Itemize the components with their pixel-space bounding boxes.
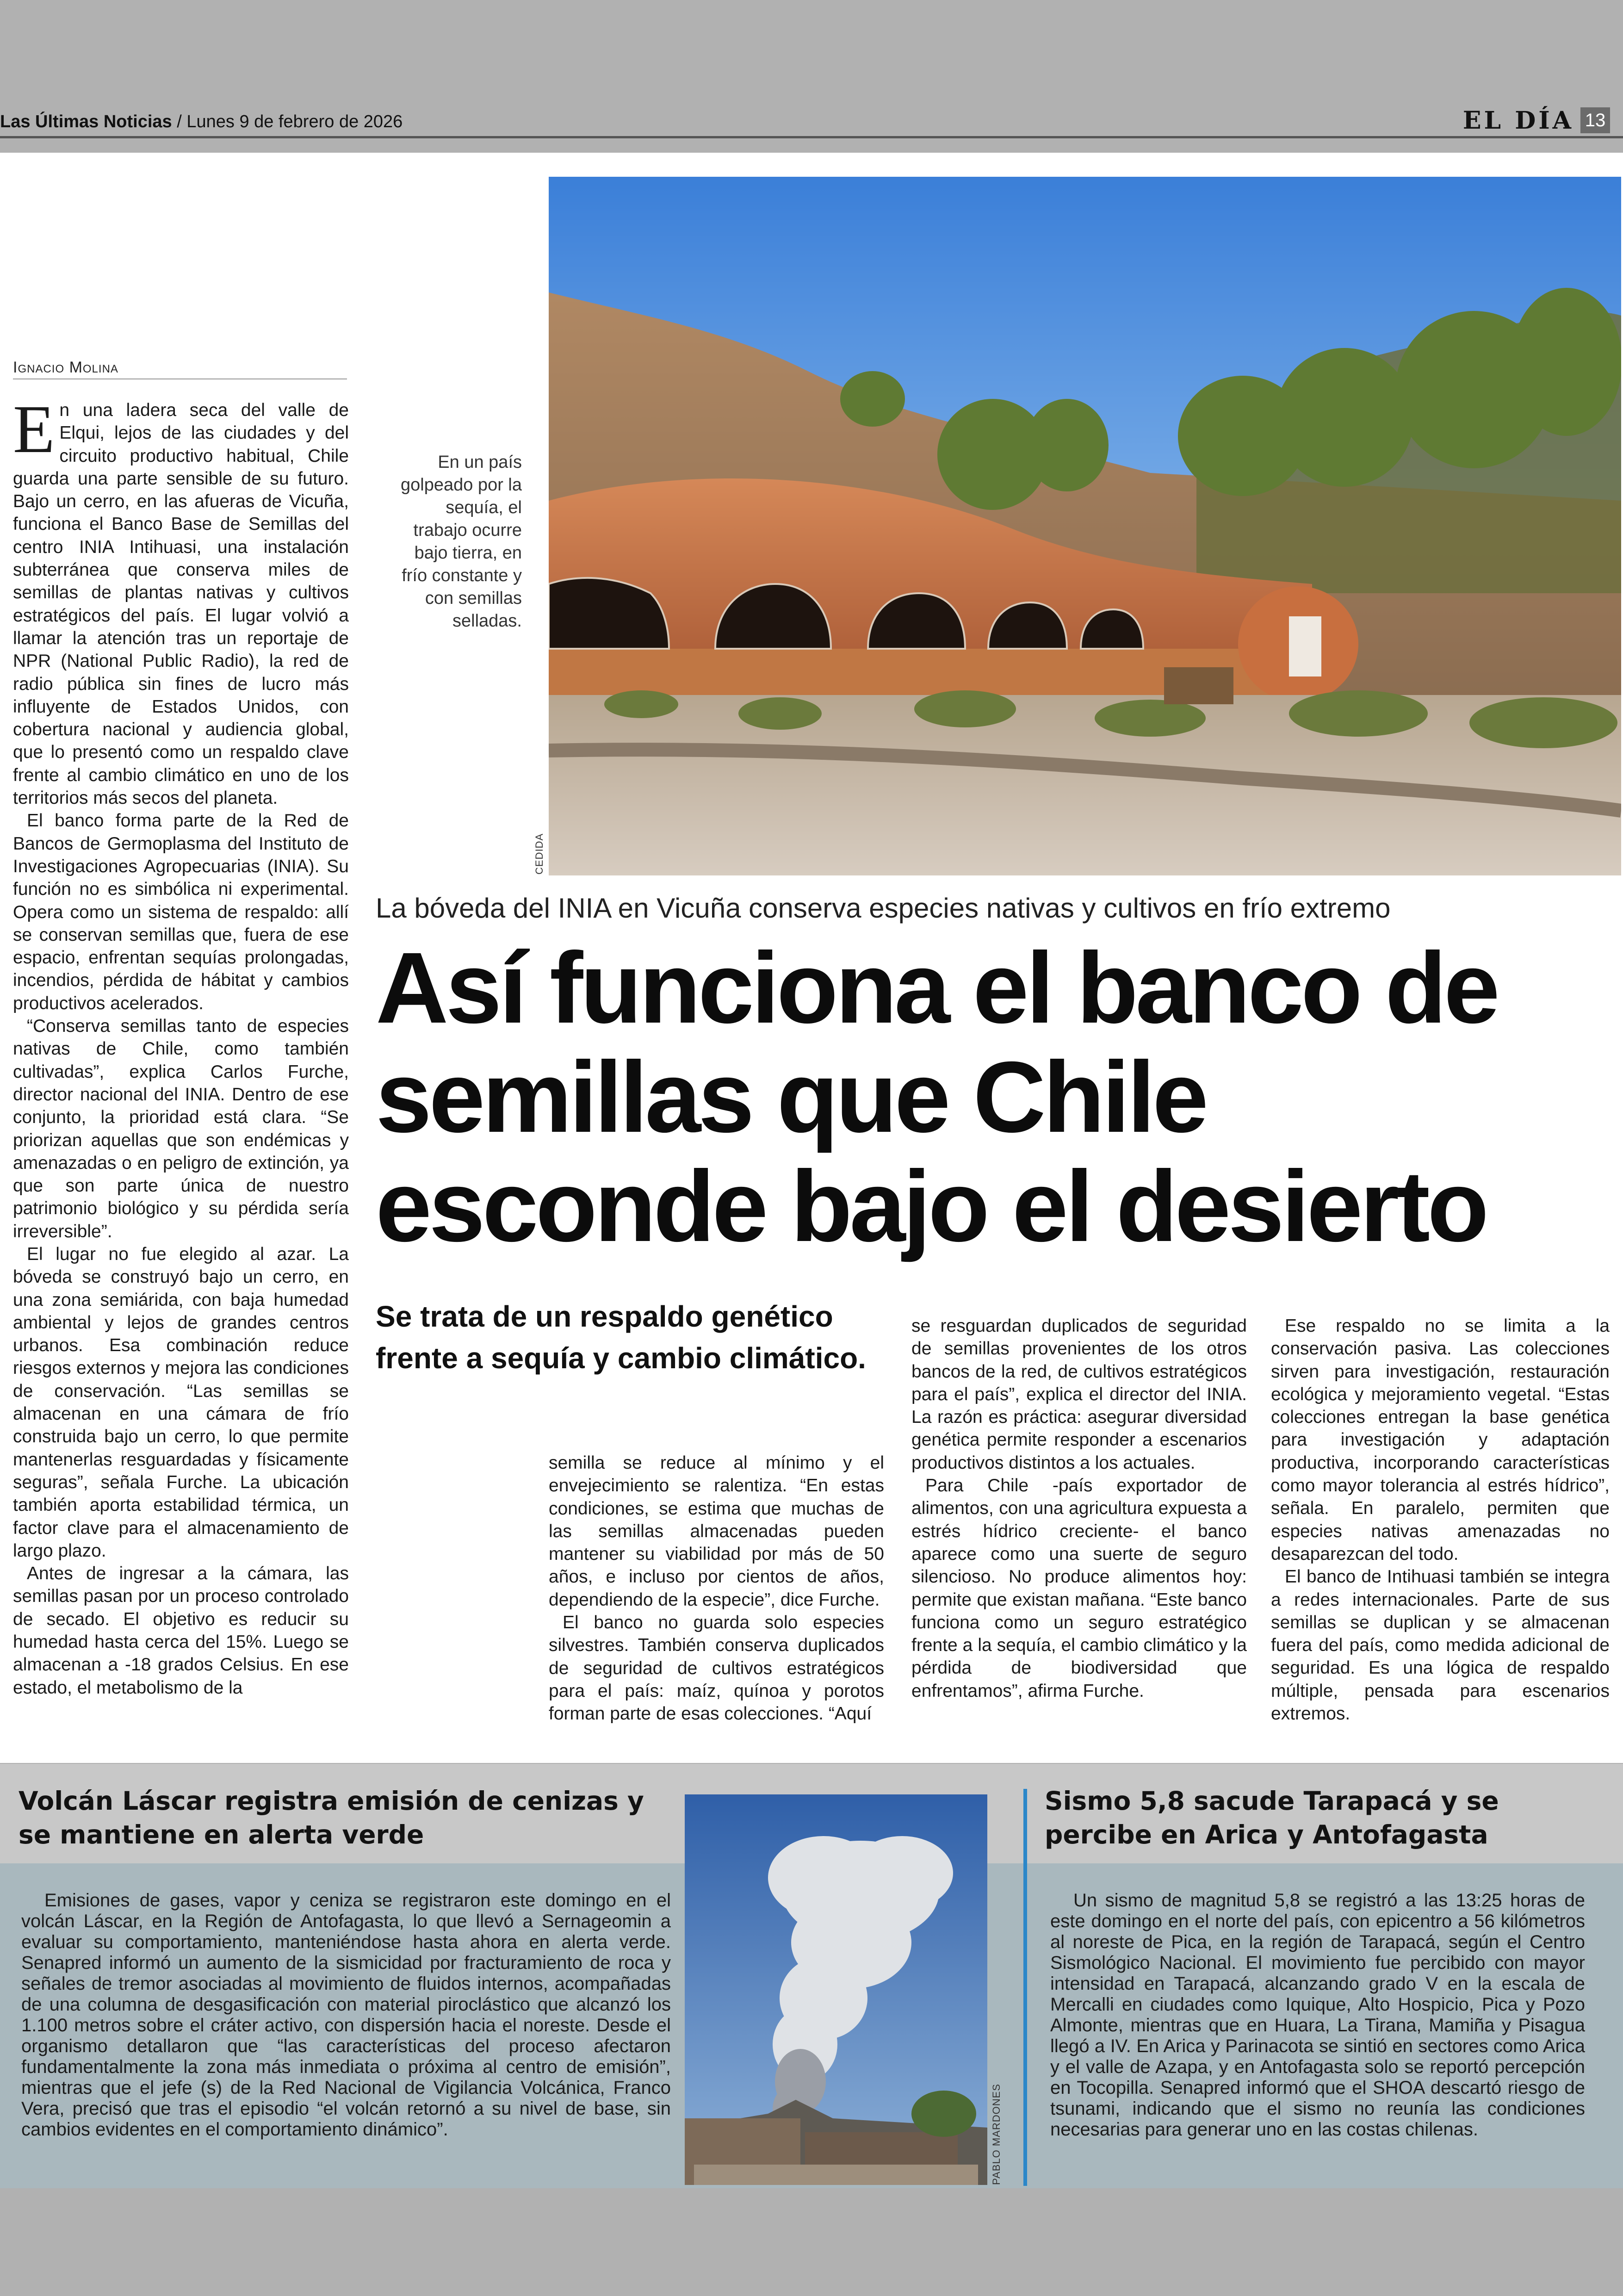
paragraph: El banco de Intihuasi también se integra a redes internacionales. Parte de sus semillas se duplican y se almacenan fuera del país, como medida adicional de seguridad. Es una lógica de respaldo múltiple, pensada para escenarios extremos. bbox=[1271, 1567, 1610, 1724]
paragraph: El banco forma parte de la Red de Bancos de Germoplasma del Instituto de Investigaciones Agropecuarias (INIA). Su función no es simbólica ni experimental. Opera como un sistema de respaldo: allí se conservan semillas que, fuera de ese espacio, enfrentan sequías prolongadas, incendios, pérdida de hábitat y cambios productivos acelerados. bbox=[13, 811, 349, 1013]
article-column-2 bbox=[549, 1452, 884, 1725]
volcano-illustration bbox=[685, 1794, 987, 2185]
volcano-photo bbox=[685, 1794, 987, 2185]
seed-bank-illustration bbox=[549, 177, 1621, 875]
brief-right-body bbox=[1050, 1890, 1585, 2140]
paragraph: Emisiones de gases, vapor y ceniza se registraron este domingo en el volcán Láscar, en la Región de Antofagasta, lo que llevó a Sernageomin a evaluar su comportamiento, manteniéndose hasta ahora en alerta verde. Senapred informó un aumento de la sismicidad por fracturamiento de roca y señales de tremor asociadas al movimiento de fluidos internos, acompañadas de una columna de desgasificación con material piroclástico que alcanzó los 1.100 metros sobre el cráter activo, con dispersión hacia el noreste. Desde el organismo detallaron que “las características del proceso afectaron fundamentalmente la zona más inmediata o próxima al centro de emisión”, mientras que el jefe (s) de la Red Nacional de Vigilancia Volcánica, Franco Vera, precisó que tras el episodio “el volcán retornó a su nivel de base, sin cambios evidentes en el comportamiento dinámico”. bbox=[21, 1890, 671, 2140]
paragraph: El lugar no fue elegido al azar. La bóveda se construyó bajo un cerro, en una zona semiárida, con baja humedad ambiental y lejos de grandes centros urbanos. Esa combinación reduce riesgos externos y mejora las condiciones de conservación. “Las semillas se almacenan en una cámara de frío construida bajo un cerro, lo que permite mantenerlas resguardadas y físicamente seguras”, señala Furche. La ubicación también aporta estabilidad térmica, un factor clave para el almacenamiento de largo plazo. bbox=[13, 1244, 349, 1561]
paragraph: Un sismo de magnitud 5,8 se registró a las 13:25 horas de este domingo en el norte del país, con epicentro a 56 kilómetros al noreste de Pica, en la región de Tarapacá, según el Centro Sismológico Nacional. El movimiento fue percibido con mayor intensidad en Tarapacá, alcanzando grado V en la escala de Mercalli en ciudades como Iquique, Alto Hospicio, Pica y Pozo Almonte, mientras que en Huara, La Tirana, Mamiña y Pisagua llegó a IV. En Arica y Parinacota se sintió en sectores como Arica y el valle de Azapa, y en Antofagasta solo se reportó percepción en Tocopilla. Senapred informó que el SHOA descartó riesgo de tsunami, indicando que el sismo no reunía las condiciones necesarias para generar uno en las costas chilenas. bbox=[1050, 1890, 1585, 2140]
brief-right-title: Sismo 5,8 sacude Tarapacá y se percibe en Arica y Antofagasta bbox=[1045, 1786, 1499, 1849]
paragraph: El banco no guarda solo especies silvestres. También conserva duplicados de seguridad de cultivos estratégicos para el país: maíz, quínoa y porotos forman parte de esas colecciones. “Aquí bbox=[549, 1613, 884, 1724]
article-column-3 bbox=[911, 1315, 1247, 1702]
publication-name: Las Últimas Noticias bbox=[0, 112, 172, 131]
paragraph: Ese respaldo no se limita a la conservación pasiva. Las colecciones sirven para investigación, restauración ecológica y mejoramiento vegetal. “Estas colecciones entregan la base genética para investigación y adaptación productiva, incorporando características como mayor tolerancia al estrés hídrico”, señala. En paralelo, permiten que especies nativas amenazadas no desaparezcan del todo. bbox=[1271, 1316, 1610, 1564]
brief-left-body bbox=[21, 1890, 671, 2140]
paragraph bbox=[13, 391, 349, 809]
brief-left-title: Volcán Láscar registra emisión de cenizas y se mantiene en alerta verde bbox=[19, 1786, 644, 1849]
brief-divider bbox=[1023, 1789, 1027, 2186]
paragraph: Antes de ingresar a la cámara, las semillas pasan por un proceso controlado de secado. El objetivo es reducir su humedad hasta cerca del 15%. Luego se almacenan a -18 grados Celsius. En ese estado, el metabolismo de la bbox=[13, 1564, 349, 1698]
article-column-1 bbox=[13, 391, 349, 1699]
dropcap: E bbox=[13, 391, 55, 467]
page-number: 13 bbox=[1580, 107, 1610, 133]
masthead-separator: / bbox=[172, 112, 187, 131]
paragraph-text: n una ladera seca del valle de Elqui, lejos de las ciudades y del circuito productivo habitual, Chile guarda una parte sensible de su futuro. Bajo un cerro, en las afueras de Vicuña, funciona el Banco Base de Semillas del centro INIA Intihuasi, una instalación subterránea que conserva miles de semillas de plantas nativas y cultivos estratégicos del país. El lugar volvió a llamar la atención tras un reportaje de NPR (National Public Radio), la red de radio pública sin fines de lucro más influyente de Estados Unidos, con cobertura nacional y audiencia global, que lo presentó como un respaldo clave frente al cambio climático en uno de los territorios más secos del planeta. bbox=[13, 400, 349, 808]
byline bbox=[13, 359, 347, 379]
section-name: EL DÍA bbox=[1462, 106, 1574, 135]
masthead bbox=[0, 106, 1623, 138]
publication-date: Lunes 9 de febrero de 2026 bbox=[186, 112, 403, 131]
paragraph: se resguardan duplicados de seguridad de semillas provenientes de los otros bancos de la red, de cultivos estratégicos para el país”, explica el director del INIA. La razón es práctica: asegurar diversidad genética permite responder a escenarios productivos distintos a los actuales. bbox=[911, 1316, 1247, 1473]
photo-credit: CEDIDA bbox=[533, 833, 545, 875]
paragraph: Para Chile -país exportador de alimentos, con una agricultura expuesta a estrés hídrico creciente- el banco aparece como una suerte de seguro silencioso. No produce alimentos hoy: permite que existan mañana. “Este banco funciona como un seguro estratégico frente a la sequía, el cambio climático y la pérdida de biodiversidad que enfrentamos”, afirma Furche. bbox=[911, 1476, 1247, 1701]
article-headline: Así funciona el banco de semillas que Chile esconde bajo el desierto bbox=[376, 932, 1497, 1263]
photo-caption: En un país golpeado por la sequía, el trabajo ocurre bajo tierra, en frío constante y con semillas selladas. bbox=[401, 453, 522, 631]
paragraph: semilla se reduce al mínimo y el envejecimiento se ralentiza. “En estas condiciones, se estima que muchas de las semillas almacenadas pueden mantener su viabilidad por más de 50 años, e incluso por cientos de años, dependiendo de la especie”, dice Furche. bbox=[549, 1453, 884, 1610]
article-kicker: La bóveda del INIA en Vicuña conserva especies nativas y cultivos en frío extremo bbox=[376, 893, 1391, 924]
masthead-left bbox=[0, 112, 403, 132]
paragraph: “Conserva semillas tanto de especies nativas de Chile, como también cultivadas”, explica Carlos Furche, director nacional del INIA. Dentro de ese conjunto, la prioridad está clara. “Se priorizan aquellas que son endémicas y amenazadas o en peligro de extinción, ya que son parte única de nuestro patrimonio biológico y su pérdida sería irreversible”. bbox=[13, 1016, 349, 1241]
masthead-rule bbox=[0, 136, 1623, 138]
article-deck: Se trata de un respaldo genético frente a sequía y cambio climático. bbox=[376, 1300, 866, 1375]
byline-name: Ignacio Molina bbox=[13, 359, 118, 376]
volcano-photo-credit: PABLO MARDONES bbox=[991, 2084, 1002, 2185]
article-column-4 bbox=[1271, 1315, 1610, 1725]
masthead-right bbox=[1463, 107, 1610, 133]
seed-bank-photo bbox=[549, 177, 1621, 875]
